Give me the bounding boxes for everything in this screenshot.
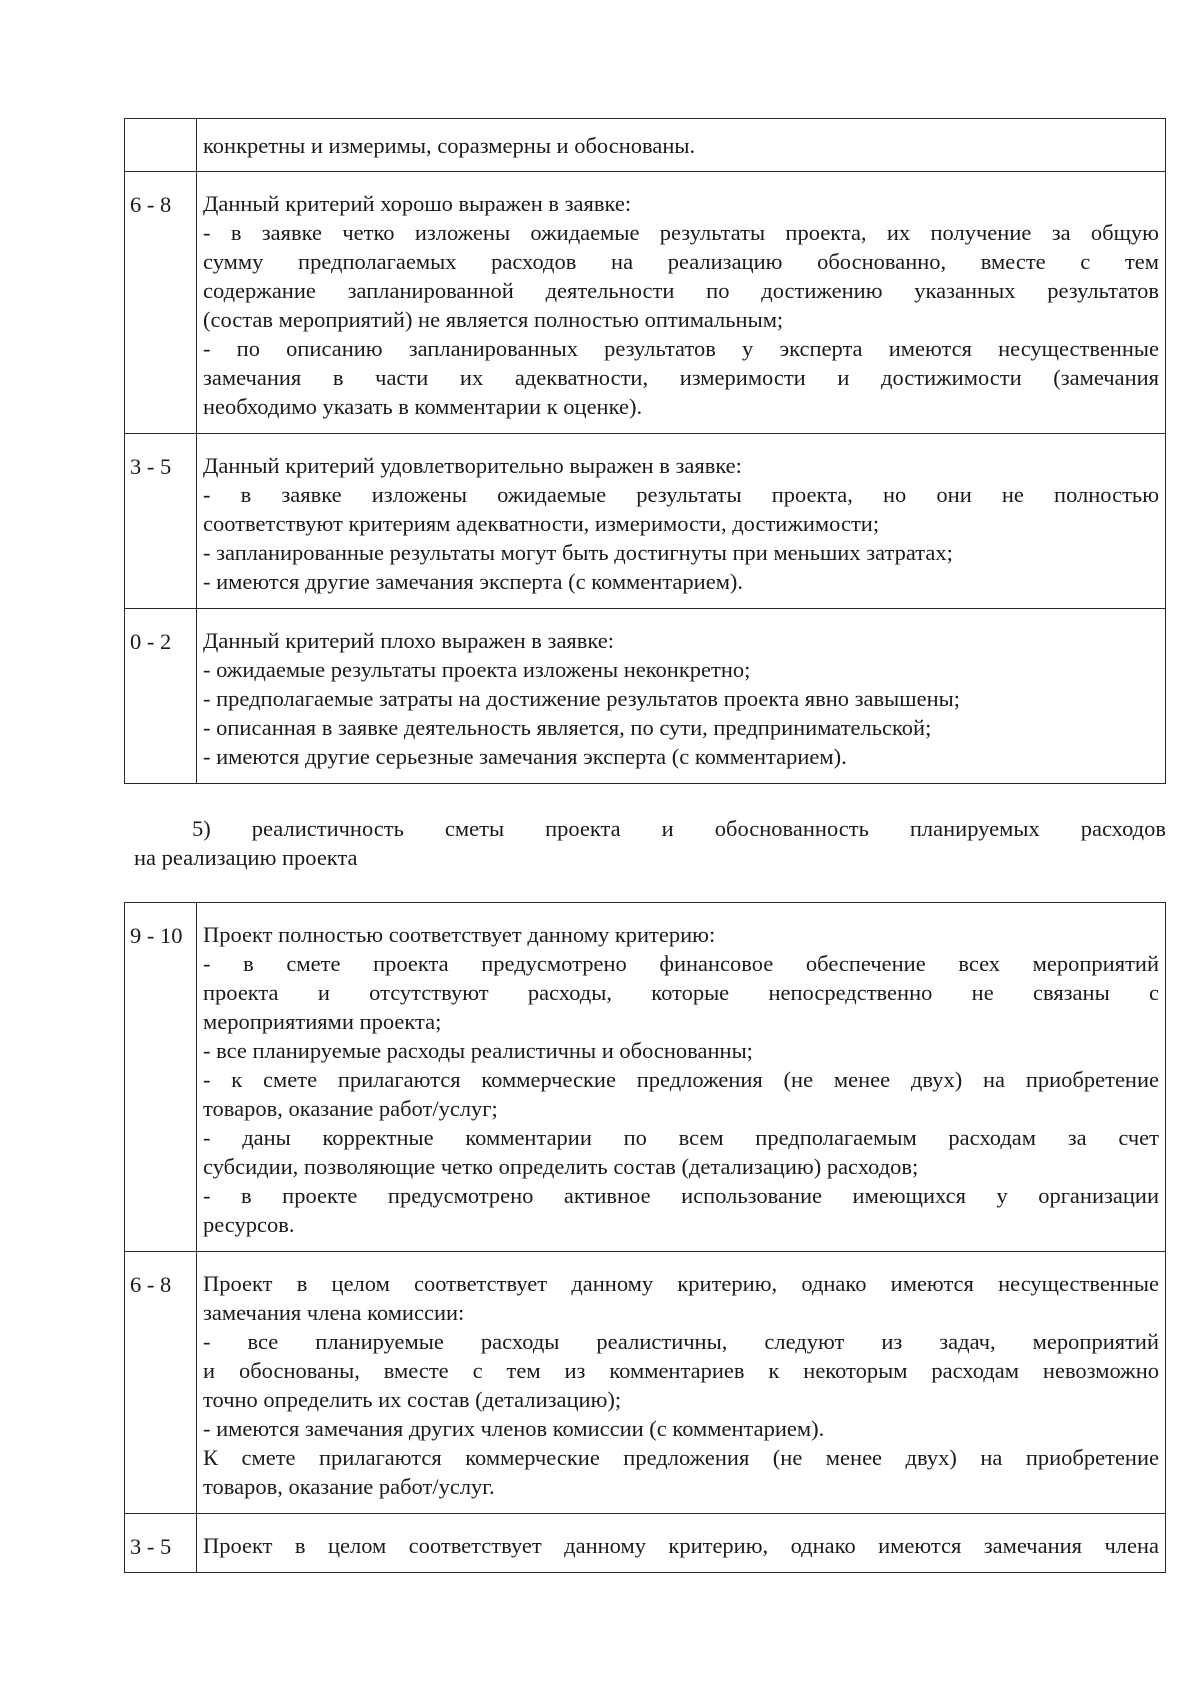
- description-line: содержание запланированной деятельности по достижению указанных результатов: [203, 278, 1159, 303]
- criteria-table-5-body: [125, 903, 1166, 1573]
- description-line: - все планируемые расходы реалистичны, следуют из задач, мероприятий: [203, 1329, 1159, 1354]
- description-line: - в заявке изложены ожидаемые результаты проекта, но они не полностью: [203, 482, 1159, 507]
- description-line: (состав мероприятий) не является полностью оптимальным;: [203, 307, 784, 332]
- score-range: 0 - 2: [125, 609, 197, 784]
- description-line: - имеются другие замечания эксперта (с комментарием).: [203, 569, 744, 594]
- description-line: - описанная в заявке деятельность является, по сути, предпринимательской;: [203, 715, 932, 740]
- description-line: - все планируемые расходы реалистичны и обоснованны;: [203, 1038, 753, 1063]
- description-line: Проект полностью соответствует данному критерию:: [203, 922, 716, 947]
- description-line: соответствуют критериям адекватности, измеримости, достижимости;: [203, 511, 880, 536]
- score-description: [197, 1252, 1166, 1514]
- description-line: К смете прилагаются коммерческие предложения (не менее двух) на приобретение: [203, 1445, 1159, 1470]
- description-line: - даны корректные комментарии по всем предполагаемым расходам за счет: [203, 1125, 1159, 1150]
- description-line: товаров, оказание работ/услуг.: [203, 1474, 495, 1499]
- description-line: замечания члена комиссии:: [203, 1300, 465, 1325]
- description-line: Данный критерий хорошо выражен в заявке:: [203, 191, 632, 216]
- criteria-row: [125, 1514, 1166, 1573]
- description-line: сумму предполагаемых расходов на реализацию обоснованно, вместе с тем: [203, 249, 1159, 274]
- description-line: Данный критерий удовлетворительно выражен в заявке:: [203, 453, 742, 478]
- description-line: - имеются другие серьезные замечания эксперта (с комментарием).: [203, 744, 847, 769]
- score-description: [197, 609, 1166, 784]
- criteria-row: [125, 119, 1166, 172]
- score-description: [197, 1514, 1166, 1573]
- description-line: замечания в части их адекватности, измеримости и достижимости (замечания: [203, 365, 1159, 390]
- criteria-row: [125, 609, 1166, 784]
- description-line: - в заявке четко изложены ожидаемые результаты проекта, их получение за общую: [203, 220, 1159, 245]
- description-line: - запланированные результаты могут быть достигнуты при меньших затратах;: [203, 540, 953, 565]
- score-description: [197, 119, 1166, 172]
- description-line: - в проекте предусмотрено активное использование имеющихся у организации: [203, 1183, 1159, 1208]
- score-range: 3 - 5: [125, 1514, 197, 1573]
- score-description: [197, 434, 1166, 609]
- criterion-5-heading-line-2: на реализацию проекта: [134, 845, 358, 870]
- description-line: субсидии, позволяющие четко определить состав (детализацию) расходов;: [203, 1154, 919, 1179]
- criteria-table-5: [124, 902, 1166, 1573]
- criterion-5-heading-line-1: 5) реалистичность сметы проекта и обоснованность планируемых расходов: [192, 816, 1166, 841]
- description-line: товаров, оказание работ/услуг;: [203, 1096, 498, 1121]
- score-range: 6 - 8: [125, 1252, 197, 1514]
- criteria-table-4: [124, 118, 1166, 784]
- criterion-5-heading: [134, 814, 1166, 872]
- description-line: - по описанию запланированных результатов у эксперта имеются несущественные: [203, 336, 1159, 361]
- description-line: необходимо указать в комментарии к оценке).: [203, 394, 643, 419]
- score-description: [197, 172, 1166, 434]
- score-range: 6 - 8: [125, 172, 197, 434]
- description-line: Проект в целом соответствует данному критерию, однако имеются несущественные: [203, 1271, 1159, 1296]
- description-line: Данный критерий плохо выражен в заявке:: [203, 628, 615, 653]
- description-line: - ожидаемые результаты проекта изложены неконкретно;: [203, 657, 751, 682]
- description-line: - к смете прилагаются коммерческие предложения (не менее двух) на приобретение: [203, 1067, 1159, 1092]
- score-range: [125, 119, 197, 172]
- description-line: - предполагаемые затраты на достижение результатов проекта явно завышены;: [203, 686, 961, 711]
- score-description: [197, 903, 1166, 1252]
- description-line: проекта и отсутствуют расходы, которые непосредственно не связаны с: [203, 980, 1159, 1005]
- description-line: - имеются замечания других членов комиссии (с комментарием).: [203, 1416, 825, 1441]
- description-line: - в смете проекта предусмотрено финансовое обеспечение всех мероприятий: [203, 951, 1159, 976]
- criteria-row: [125, 903, 1166, 1252]
- description-line: и обоснованы, вместе с тем из комментариев к некоторым расходам невозможно: [203, 1358, 1159, 1383]
- description-line: точно определить их состав (детализацию);: [203, 1387, 622, 1412]
- score-range: 3 - 5: [125, 434, 197, 609]
- criteria-row: [125, 1252, 1166, 1514]
- criteria-row: [125, 172, 1166, 434]
- description-line: конкретны и измеримы, соразмерны и обоснованы.: [203, 133, 696, 158]
- score-range: 9 - 10: [125, 903, 197, 1252]
- description-line: ресурсов.: [203, 1212, 295, 1237]
- criteria-row: [125, 434, 1166, 609]
- description-line: Проект в целом соответствует данному критерию, однако имеются замечания члена: [203, 1533, 1159, 1558]
- description-line: мероприятиями проекта;: [203, 1009, 442, 1034]
- criteria-table-4-body: [125, 119, 1166, 784]
